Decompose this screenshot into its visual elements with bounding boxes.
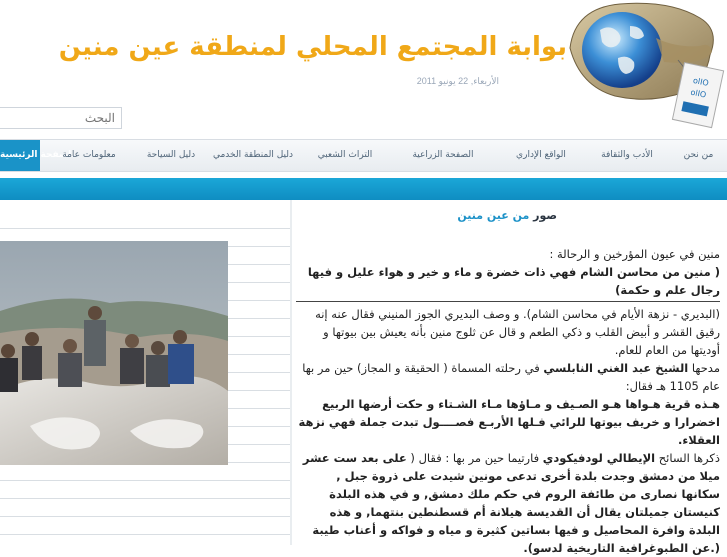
current-date: الأربعاء, 22 يونيو 2011	[416, 76, 499, 86]
search-input[interactable]	[0, 107, 122, 129]
nav-item-home[interactable]: الصفحة الرئيسية	[0, 140, 40, 171]
paragraph-text: في رحلته المسماة ( الحقيقة و المجاز) حين مر بها عام 1105 هـ فقال:	[302, 361, 720, 393]
main-navigation	[0, 139, 727, 172]
article-quote-badiri: ( منين من محاسن الشام فهي ذات خضرة و ماء و خير و هواء عليل و فيها رجال علم و حكمة)	[307, 265, 720, 297]
article-source-note: (.عن الطبوغرافية التاريخية لدسو).	[523, 541, 720, 555]
article-body	[296, 245, 720, 557]
photos-title-part2[interactable]: من عين منين	[457, 209, 530, 222]
divider	[296, 301, 720, 302]
nav-item-administration[interactable]: الواقع الإداري	[516, 150, 566, 160]
nav-item-about-us[interactable]: من نحن	[683, 150, 714, 160]
sub-navigation-bar	[0, 178, 727, 200]
photos-title-part1: صور	[529, 209, 557, 222]
column-divider	[290, 200, 292, 545]
gallery-photo[interactable]	[0, 241, 228, 465]
divider	[0, 480, 290, 481]
nav-item-agriculture[interactable]: الصفحة الزراعية	[412, 150, 474, 160]
divider	[0, 534, 290, 535]
svg-text:olIO: olIO	[692, 75, 710, 88]
divider	[0, 498, 290, 499]
article-paragraph-badiri: (البديري - نزهة الأيام في محاسن الشام). و وصف البديري الجوز المنيني فقال عنه إنه رقيق القشر و أبيض القلب و ذكي الطعم و قال عن ثلوج منين بأنه يعيش بين بيوتها و أوديتها من العام للعام.	[315, 307, 720, 357]
article-quote-varthema: على بعد ست عشر ميلا من دمشق وجدت بلدة أخرى تدعى مونين شيدت على ذروة جبل , سكانها نصارى من طائفة الروم في حكم ملك دمشق, و في هذه البلدة كنيستان جميلتان يقال أن القديسة هيلانة أم قسطنطين بنتهما, و هذه البلدة وافرة المحاصيل و فيها بساتين كثيرة و مياه و فواكه و أعناب طيبة	[302, 451, 720, 537]
divider	[0, 516, 290, 517]
photos-section-title	[457, 209, 557, 222]
nav-item-literature-culture[interactable]: الأدب والثقافة	[601, 150, 653, 160]
nav-item-general-info[interactable]: معلومات عامة	[62, 150, 116, 160]
nav-item-folk-heritage[interactable]: التراث الشعبي	[317, 150, 373, 160]
article-quote-nabulsi: هـذه قرية هـواها هـو الصـيف و مـاؤها مـاء الشـتاء و حكت أرضها الربيع اخضرارا و خريف بيوتها للرائي فـلها الأربـع فصــــول تبدت جملة فهي نزهة العقلاء.	[298, 397, 720, 447]
paragraph-text: ذكرها السائح	[655, 451, 720, 465]
paragraph-text: مدحها	[688, 361, 720, 375]
site-title[interactable]: بوابة المجتمع المحلي لمنطقة عين منين	[58, 32, 567, 62]
divider	[0, 228, 290, 229]
globe-sack-logo-icon[interactable]	[560, 0, 727, 130]
site-header	[0, 0, 727, 138]
article-intro: منين في عيون المؤرخين و الرحالة :	[549, 247, 720, 261]
article-paragraph-varthema	[296, 449, 720, 539]
nav-item-services-guide[interactable]: دليل المنطقة الخدمي	[212, 150, 294, 160]
svg-text:olIO: olIO	[689, 87, 708, 100]
nav-item-tourism-guide[interactable]: دليل السياحة	[146, 150, 196, 160]
author-name: الشيخ عبد الغني النابلسي	[543, 361, 689, 375]
paragraph-text: فارتيما حين مر بها : فقال (	[406, 451, 543, 465]
author-name: الإيطالي لودفيكودي	[542, 451, 656, 465]
article-paragraph-nabulsi	[296, 359, 720, 395]
